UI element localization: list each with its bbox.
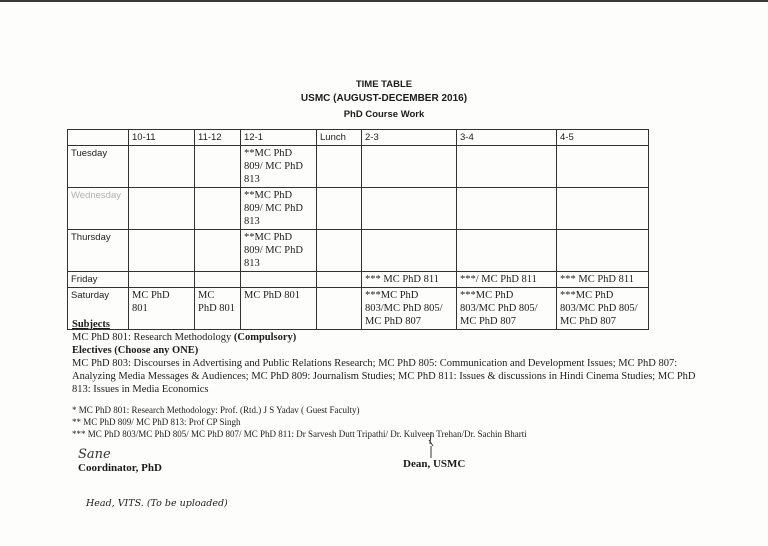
electives-heading: Electives (Choose any ONE) bbox=[72, 345, 199, 356]
day-cell: Saturday bbox=[68, 288, 129, 330]
slot-cell bbox=[457, 230, 557, 272]
slot-cell bbox=[195, 230, 241, 272]
slot-cell bbox=[362, 188, 457, 230]
institution-title: USMC (AUGUST-DECEMBER 2016) bbox=[300, 93, 468, 104]
top-border-line bbox=[0, 0, 768, 2]
header-cell bbox=[68, 130, 129, 146]
slot-cell: ***MC PhD 803/MC PhD 805/ MC PhD 807 bbox=[362, 288, 457, 330]
slot-cell: MC PhD 801 bbox=[241, 288, 317, 330]
header-cell: 2-3 bbox=[362, 130, 457, 146]
slot-cell: *** MC PhD 811 bbox=[557, 272, 649, 288]
handwritten-note: Head, VITS. (To be uploaded) bbox=[86, 498, 228, 509]
slot-cell: ***MC PhD 803/MC PhD 805/ MC PhD 807 bbox=[557, 288, 649, 330]
subjects-section bbox=[72, 318, 712, 396]
coordinator-signature: Sane bbox=[78, 447, 111, 462]
timetable bbox=[67, 129, 649, 330]
slot-cell bbox=[457, 146, 557, 188]
slot-cell bbox=[557, 146, 649, 188]
slot-cell bbox=[362, 146, 457, 188]
faculty-section bbox=[72, 404, 672, 440]
slot-cell: MC PhD 801 bbox=[195, 288, 241, 330]
slot-cell: MC PhD 801 bbox=[129, 288, 195, 330]
slot-cell bbox=[557, 188, 649, 230]
slot-cell bbox=[317, 230, 362, 272]
timetable-header-row bbox=[68, 130, 649, 146]
day-cell: Friday bbox=[68, 272, 129, 288]
slot-cell bbox=[457, 188, 557, 230]
timetable-row bbox=[68, 146, 649, 188]
slot-cell bbox=[129, 272, 195, 288]
slot-cell bbox=[557, 230, 649, 272]
electives-text: MC PhD 803: Discourses in Advertising and Public Relations Research; MC PhD 805: Communication and Development Issues; MC PhD 807: Analyzing Media Messages & Audiences; MC PhD 809: Journalism Studies; MC PhD 811: Issues & discussions in Hindi Cinema Studies; MC PhD 813: Issues in Media Economics bbox=[72, 358, 696, 395]
slot-cell bbox=[129, 146, 195, 188]
coordinator-label: Coordinator, PhD bbox=[78, 462, 162, 474]
slot-cell: ***MC PhD 803/MC PhD 805/ MC PhD 807 bbox=[457, 288, 557, 330]
slot-cell bbox=[129, 188, 195, 230]
slot-cell bbox=[241, 272, 317, 288]
day-cell: Thursday bbox=[68, 230, 129, 272]
slot-cell bbox=[195, 272, 241, 288]
slot-cell: **MC PhD 809/ MC PhD 813 bbox=[241, 146, 317, 188]
faculty-line: *** MC PhD 803/MC PhD 805/ MC PhD 807/ MC PhD 811: Dr Sarvesh Dutt Tripathi/ Dr. Kulveen Trehan/Dr. Sachin Bharti bbox=[72, 429, 527, 439]
slot-cell bbox=[362, 230, 457, 272]
document-title: TIME TABLE bbox=[355, 79, 413, 90]
faculty-line: * MC PhD 801: Research Methodology: Prof. (Rtd.) J S Yadav ( Guest Faculty) bbox=[72, 405, 360, 415]
timetable-row bbox=[68, 188, 649, 230]
dean-label: Dean, USMC bbox=[403, 458, 466, 470]
header-cell: 3-4 bbox=[457, 130, 557, 146]
header-cell: 11-12 bbox=[195, 130, 241, 146]
day-cell: Tuesday bbox=[68, 146, 129, 188]
compulsory-tag: (Compulsory) bbox=[233, 332, 297, 343]
slot-cell: *** MC PhD 811 bbox=[362, 272, 457, 288]
slot-cell: **MC PhD 809/ MC PhD 813 bbox=[241, 230, 317, 272]
compulsory-subject: MC PhD 801: Research Methodology bbox=[72, 332, 232, 343]
slot-cell bbox=[129, 230, 195, 272]
compulsory-line bbox=[72, 331, 712, 344]
header-cell: Lunch bbox=[317, 130, 362, 146]
slot-cell: ***/ MC PhD 811 bbox=[457, 272, 557, 288]
header-cell: 12-1 bbox=[241, 130, 317, 146]
slot-cell bbox=[195, 188, 241, 230]
slot-cell: **MC PhD 809/ MC PhD 813 bbox=[241, 188, 317, 230]
slot-cell bbox=[317, 188, 362, 230]
header-cell: 10-11 bbox=[129, 130, 195, 146]
document-subtitle: PhD Course Work bbox=[343, 109, 425, 120]
day-cell: Wednesday bbox=[68, 188, 129, 230]
slot-cell bbox=[317, 272, 362, 288]
timetable-row bbox=[68, 230, 649, 272]
timetable-row bbox=[68, 272, 649, 288]
slot-cell bbox=[195, 146, 241, 188]
header-cell: 4-5 bbox=[557, 130, 649, 146]
dean-signature-stroke bbox=[425, 430, 437, 460]
subjects-heading: Subjects bbox=[72, 319, 110, 330]
faculty-line: ** MC PhD 809/ MC PhD 813: Prof CP Singh bbox=[72, 417, 241, 427]
slot-cell bbox=[317, 146, 362, 188]
